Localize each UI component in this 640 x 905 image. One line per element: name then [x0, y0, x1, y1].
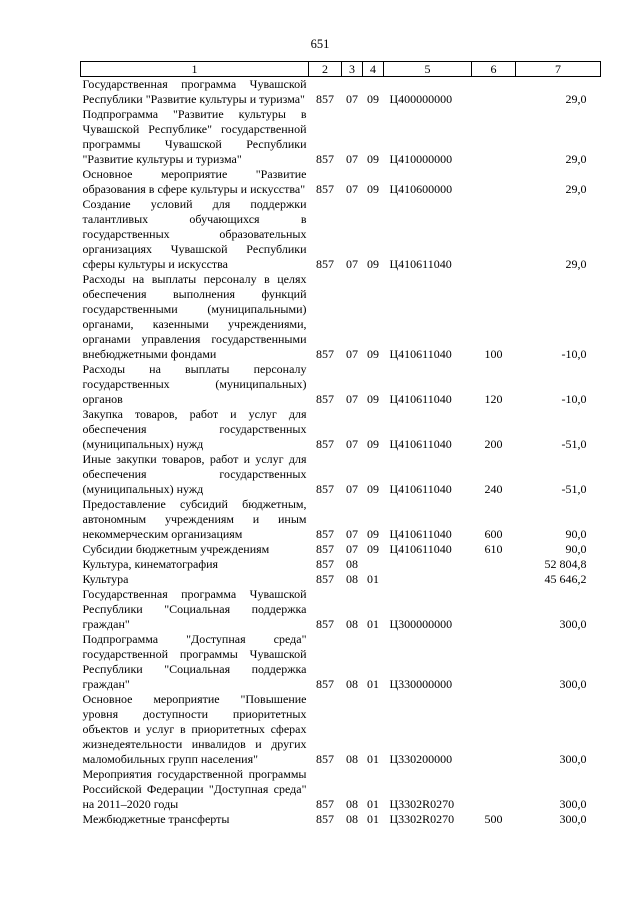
row-pr: 09: [367, 257, 379, 271]
row-target: Ц3302R0270: [389, 812, 455, 826]
table-row: [81, 167, 601, 197]
row-name: Предоставление субсидий бюджетным, автономным учреждениям и иным некоммерческим организациям: [82, 497, 307, 541]
row-rz: 08: [346, 677, 358, 691]
row-vr: 500: [484, 812, 503, 826]
row-vr: [472, 767, 516, 812]
row-gr: 857: [316, 617, 334, 631]
row-name: Расходы на выплаты персоналу государственных (муниципальных) органов: [82, 362, 307, 406]
row-amount: 90,0: [565, 527, 587, 541]
row-vr: 600: [484, 527, 503, 541]
row-name: Подпрограмма "Доступная среда" государственной программы Чувашской Республики "Социальная поддержка граждан": [82, 632, 307, 691]
row-target: Ц300000000: [389, 617, 453, 631]
row-rz: 07: [346, 92, 358, 106]
row-amount: 300,0: [559, 812, 587, 826]
row-pr: [363, 557, 384, 572]
row-gr: 857: [316, 92, 334, 106]
row-target: Ц400000000: [389, 92, 453, 106]
header-cell: 1: [81, 62, 309, 77]
row-rz: 07: [346, 257, 358, 271]
header-cell: 4: [363, 62, 384, 77]
row-amount: 45 646,2: [544, 572, 587, 586]
table-row: [81, 272, 601, 362]
row-vr: [472, 167, 516, 197]
row-vr: [472, 107, 516, 167]
row-gr: 857: [316, 542, 334, 556]
row-amount: 29,0: [565, 92, 587, 106]
table-row: [81, 77, 601, 108]
header-cell: 7: [516, 62, 601, 77]
row-name: Культура: [82, 572, 129, 586]
row-target: [384, 557, 472, 572]
row-gr: 857: [316, 557, 334, 571]
row-pr: 09: [367, 182, 379, 196]
row-amount: 300,0: [559, 617, 587, 631]
row-pr: 09: [367, 347, 379, 361]
page-number: 651: [310, 37, 330, 51]
row-gr: 857: [316, 347, 334, 361]
row-rz: 08: [346, 752, 358, 766]
row-pr: 01: [367, 812, 379, 826]
row-rz: 07: [346, 542, 358, 556]
header-cell: 2: [309, 62, 342, 77]
row-rz: 07: [346, 152, 358, 166]
row-target: [384, 572, 472, 587]
row-amount: 29,0: [565, 152, 587, 166]
row-gr: 857: [316, 812, 334, 826]
row-amount: 300,0: [559, 677, 587, 691]
row-name: Межбюджетные трансферты: [82, 812, 230, 826]
row-name: Государственная программа Чувашской Республики "Развитие культуры и туризма": [82, 77, 307, 106]
row-name: Расходы на выплаты персоналу в целях обеспечения выполнения функций государственными (муниципальными) органами, казенными учреждениями, органами управления государственными внебюджетными фондами: [82, 272, 307, 361]
row-rz: 08: [346, 797, 358, 811]
table-row: [81, 497, 601, 542]
row-rz: 07: [346, 347, 358, 361]
row-target: Ц410611040: [389, 257, 452, 271]
row-pr: 09: [367, 392, 379, 406]
row-amount: -51,0: [561, 482, 587, 496]
row-target: Ц410611040: [389, 392, 452, 406]
row-gr: 857: [316, 572, 334, 586]
row-amount: 300,0: [559, 752, 587, 766]
header-row: [81, 62, 601, 77]
row-target: Ц410600000: [389, 182, 453, 196]
row-vr: [472, 572, 516, 587]
row-target: Ц410000000: [389, 152, 453, 166]
row-name: Мероприятия государственной программы Российской Федерации "Доступная среда" на 2011–2020 годы: [82, 767, 307, 811]
row-name: Культура, кинематография: [82, 557, 219, 571]
table-row: [81, 557, 601, 572]
row-vr: 200: [484, 437, 503, 451]
row-target: Ц330200000: [389, 752, 453, 766]
row-name: Создание условий для поддержки талантливых обучающихся в государственных образовательных организациях Чувашской Республики сферы культуры и искусства: [82, 197, 307, 271]
header-cell: 5: [384, 62, 472, 77]
row-gr: 857: [316, 482, 334, 496]
row-amount: -10,0: [561, 392, 587, 406]
row-vr: 240: [484, 482, 503, 496]
row-gr: 857: [316, 797, 334, 811]
table-row: [81, 767, 601, 812]
row-vr: 100: [484, 347, 503, 361]
row-amount: 52 804,8: [544, 557, 587, 571]
table-body: [81, 77, 601, 828]
row-amount: 90,0: [565, 542, 587, 556]
row-rz: 07: [346, 527, 358, 541]
row-gr: 857: [316, 392, 334, 406]
row-target: Ц410611040: [389, 542, 452, 556]
table-row: [81, 362, 601, 407]
row-pr: 01: [367, 572, 379, 586]
row-vr: [472, 587, 516, 632]
row-name: Закупка товаров, работ и услуг для обеспечения государственных (муниципальных) нужд: [82, 407, 307, 451]
row-rz: 08: [346, 617, 358, 631]
row-pr: 01: [367, 797, 379, 811]
row-name: Подпрограмма "Развитие культуры в Чувашской Республике" государственной программы Чувашской Республики "Развитие культуры и туризма": [82, 107, 307, 166]
row-pr: 09: [367, 437, 379, 451]
row-name: Основное мероприятие "Развитие образования в сфере культуры и искусства": [82, 167, 307, 196]
row-amount: 29,0: [565, 257, 587, 271]
row-pr: 09: [367, 542, 379, 556]
table-row: [81, 572, 601, 587]
table-row: [81, 692, 601, 767]
row-target: Ц410611040: [389, 437, 452, 451]
row-pr: 09: [367, 152, 379, 166]
row-pr: 01: [367, 752, 379, 766]
table-row: [81, 107, 601, 167]
row-gr: 857: [316, 152, 334, 166]
row-rz: 07: [346, 437, 358, 451]
header-cell: 6: [472, 62, 516, 77]
row-rz: 07: [346, 182, 358, 196]
table-row: [81, 452, 601, 497]
row-vr: [472, 77, 516, 108]
row-gr: 857: [316, 437, 334, 451]
row-amount: -51,0: [561, 437, 587, 451]
row-amount: 300,0: [559, 797, 587, 811]
row-gr: 857: [316, 257, 334, 271]
row-pr: 01: [367, 677, 379, 691]
row-rz: 08: [346, 557, 358, 571]
row-vr: 120: [484, 392, 503, 406]
row-gr: 857: [316, 677, 334, 691]
row-pr: 09: [367, 482, 379, 496]
row-pr: 09: [367, 527, 379, 541]
table-row: [81, 407, 601, 452]
row-name: Государственная программа Чувашской Республики "Социальная поддержка граждан": [82, 587, 307, 631]
row-target: Ц330000000: [389, 677, 453, 691]
row-pr: 09: [367, 92, 379, 106]
row-name: Основное мероприятие "Повышение уровня доступности приоритетных объектов и услуг в приоритетных сферах жизнедеятельности инвалидов и других маломобильных групп населения": [82, 692, 307, 766]
row-rz: 07: [346, 482, 358, 496]
row-vr: 610: [484, 542, 503, 556]
row-pr: 01: [367, 617, 379, 631]
row-vr: [472, 197, 516, 272]
table-row: [81, 197, 601, 272]
table-row: [81, 542, 601, 557]
row-target: Ц410611040: [389, 527, 452, 541]
table-row: [81, 632, 601, 692]
row-amount: -10,0: [561, 347, 587, 361]
row-name: Субсидии бюджетным учреждениям: [82, 542, 270, 556]
row-rz: 08: [346, 812, 358, 826]
row-vr: [472, 692, 516, 767]
row-vr: [472, 557, 516, 572]
table-row: [81, 812, 601, 827]
row-target: Ц410611040: [389, 347, 452, 361]
row-gr: 857: [316, 182, 334, 196]
row-name: Иные закупки товаров, работ и услуг для обеспечения государственных (муниципальных) нужд: [82, 452, 307, 496]
row-amount: 29,0: [565, 182, 587, 196]
row-gr: 857: [316, 527, 334, 541]
row-target: Ц3302R0270: [389, 797, 455, 811]
row-target: Ц410611040: [389, 482, 452, 496]
header-cell: 3: [342, 62, 363, 77]
table-row: [81, 587, 601, 632]
row-rz: 08: [346, 572, 358, 586]
row-rz: 07: [346, 392, 358, 406]
budget-table: [80, 61, 601, 827]
row-gr: 857: [316, 752, 334, 766]
row-vr: [472, 632, 516, 692]
